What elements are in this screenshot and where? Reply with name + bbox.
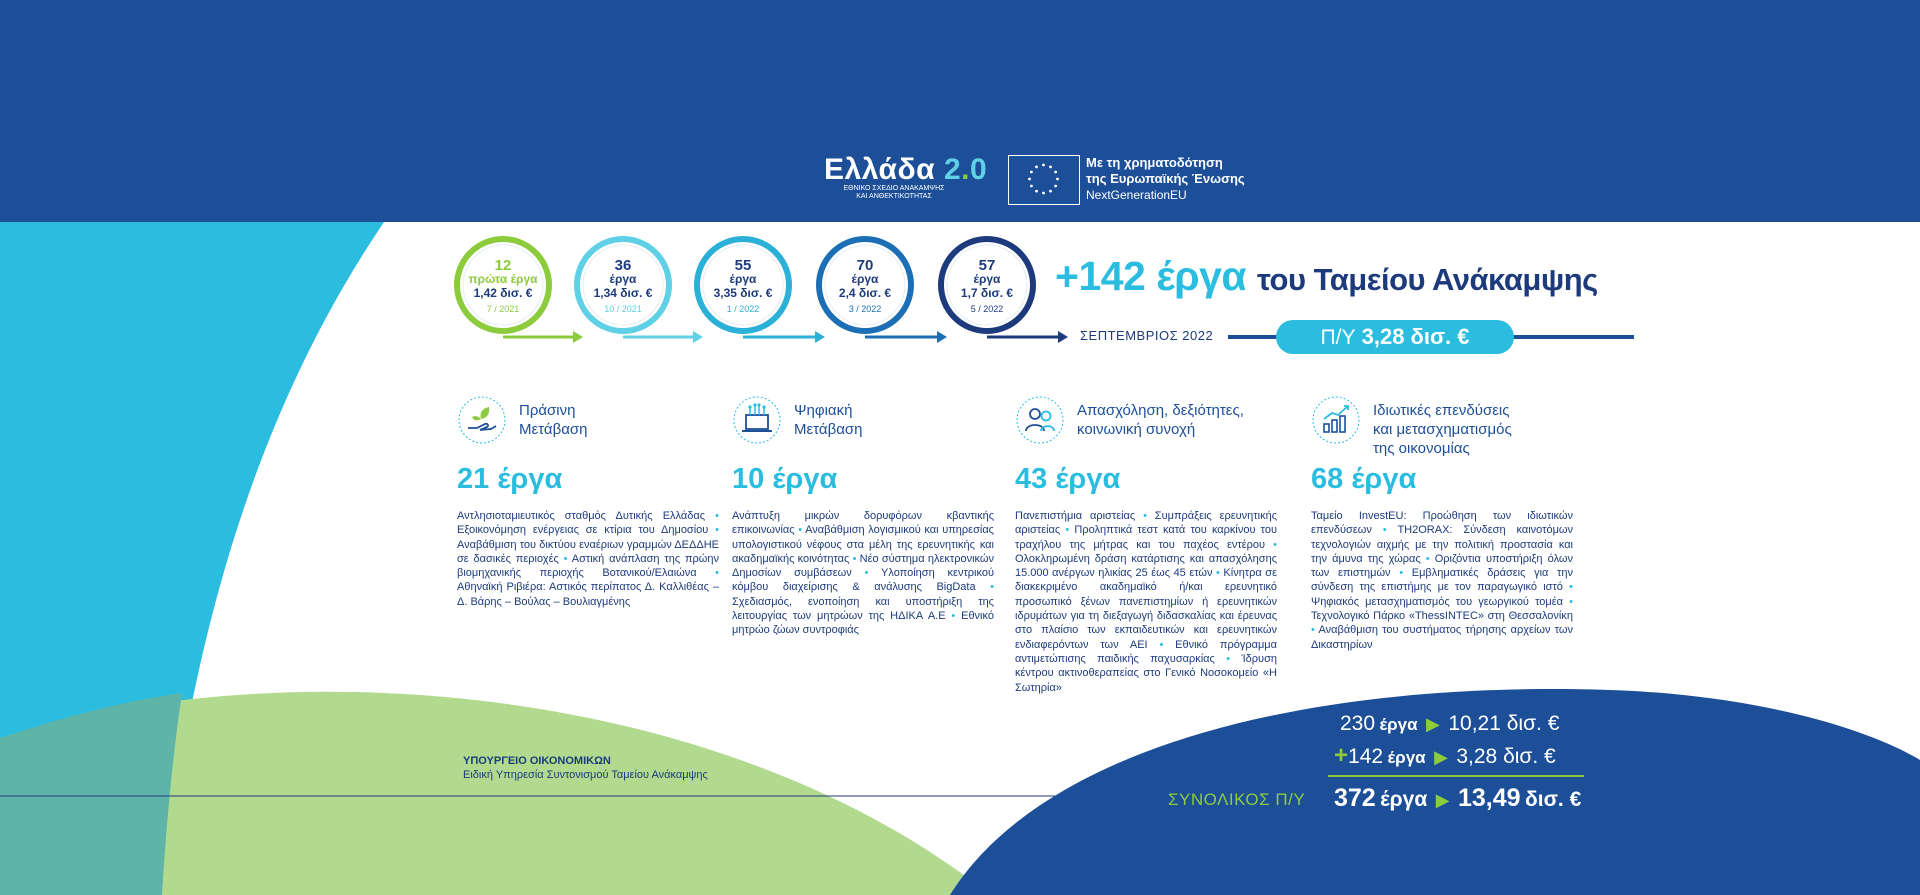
timeline-text bbox=[579, 258, 667, 314]
headline bbox=[1055, 253, 1598, 300]
summary-total-amount: 13,49 bbox=[1457, 784, 1521, 812]
private-investment-growth-chart-icon bbox=[1311, 395, 1361, 445]
bullet-icon: • bbox=[1226, 652, 1231, 665]
summary-row-2-count: 142 bbox=[1348, 745, 1384, 768]
bullet-icon: • bbox=[715, 510, 719, 522]
timeline-text bbox=[821, 258, 909, 314]
timeline-amount: 1,34 δισ. € bbox=[593, 286, 653, 300]
summary-row-1-count: 230 bbox=[1340, 712, 1376, 735]
budget-label: Π/Υ bbox=[1320, 326, 1356, 349]
arrow-right-icon: ▶ bbox=[1434, 747, 1448, 767]
timeline-arrow-icon bbox=[503, 330, 583, 344]
timeline-arrow-icon bbox=[987, 330, 1068, 344]
logo-word: Ελλάδα bbox=[824, 153, 936, 186]
bullet-icon: • bbox=[852, 552, 857, 565]
bullet-icon: • bbox=[1216, 567, 1220, 580]
headline-rest: του Ταμείου Ανάκαμψης bbox=[1257, 262, 1598, 297]
bullet-icon: • bbox=[798, 524, 803, 537]
bullet-icon: • bbox=[1311, 624, 1315, 637]
summary-row-2-plus: + bbox=[1334, 742, 1349, 769]
timeline-count: 36 bbox=[614, 257, 632, 274]
bullet-icon: • bbox=[1159, 638, 1164, 651]
summary-divider bbox=[1328, 775, 1584, 777]
summary-row-1-amount: 10,21 δισ. € bbox=[1448, 712, 1560, 735]
arrow-right-icon: ▶ bbox=[1426, 714, 1440, 734]
timeline-count: 55 bbox=[734, 257, 752, 274]
timeline-item bbox=[815, 235, 915, 335]
bullet-icon: • bbox=[1425, 552, 1430, 565]
bullet-icon: • bbox=[715, 567, 719, 580]
bullet-icon: • bbox=[563, 552, 568, 565]
timeline-item bbox=[693, 235, 793, 335]
timeline-item bbox=[453, 235, 553, 335]
eu-flag-icon bbox=[1008, 155, 1080, 205]
category-title-line-2: Μετάβαση bbox=[794, 421, 863, 438]
summary-row-2 bbox=[1334, 742, 1556, 770]
green-transition-hand-leaf-icon bbox=[457, 395, 507, 445]
summary-row-1-word: έργα bbox=[1379, 715, 1418, 734]
logo-version: 2 bbox=[943, 153, 962, 186]
ministry-name: ΥΠΟΥΡΓΕΙΟ ΟΙΚΟΝΟΜΙΚΩΝ bbox=[463, 755, 611, 767]
greece-2-0-logo bbox=[824, 153, 994, 201]
timeline-count: 12 bbox=[494, 257, 512, 274]
summary-total-word: έργα bbox=[1380, 788, 1428, 811]
bullet-icon: • bbox=[1399, 567, 1404, 580]
eu-line-3: NextGenerationEU bbox=[1086, 188, 1187, 202]
bullet-icon: • bbox=[715, 524, 719, 537]
bullet-icon: • bbox=[1382, 524, 1387, 537]
logo-version-end: 0 bbox=[969, 153, 988, 186]
bullet-icon: • bbox=[990, 581, 994, 594]
category-count: 43 έργα bbox=[1015, 463, 1121, 495]
timeline-label: έργα bbox=[851, 272, 879, 286]
timeline-amount: 1,7 δισ. € bbox=[960, 286, 1014, 300]
summary-total-label: ΣΥΝΟΛΙΚΟΣ Π/Υ bbox=[1168, 790, 1306, 809]
headline-count: +142 έργα bbox=[1055, 253, 1247, 299]
summary-row-2-amount: 3,28 δισ. € bbox=[1456, 745, 1556, 768]
timeline-date: 7 / 2021 bbox=[486, 304, 520, 314]
logo-subtitle-2: ΚΑΙ ΑΝΘΕΚΤΙΚΟΤΗΤΑΣ bbox=[856, 193, 932, 200]
category-count: 10 έργα bbox=[732, 463, 838, 495]
category-body: Ταμείο InvestEU: Προώθηση των ιδιωτικών επενδύσεων • TH2ORAX: Σύνδεση καινοτόμων τεχνολογιών αιχμής με την πολιτική προστασία και την άμυνα της χώρας • Οριζόντια υποστήριξη όλων των επιστημών • Εμβληματικές δράσεις για την σύνδεση της επιστήμης με τον παραγωγικό ιστό • Ψηφιακός μετασχηματισμός του γεωργικού τομέα • Τεχνολογικό Πάρκο «ThessINTEC» στη Θεσσαλονίκη • Αναβάθμιση του συστήματος τήρησης αρχείων των Δικαστηρίων bbox=[1311, 510, 1574, 651]
summary-row-2-word: έργα bbox=[1387, 748, 1426, 767]
service-name: Ειδική Υπηρεσία Συντονισμού Ταμείου Ανάκαμψης bbox=[463, 769, 708, 781]
ministry-credit bbox=[463, 755, 708, 781]
category-title-line-2: κοινωνική συνοχή bbox=[1077, 421, 1196, 438]
timeline-label: έργα bbox=[609, 272, 637, 286]
eu-line-1: Με τη χρηματοδότηση bbox=[1086, 155, 1223, 170]
category-title-line-1: Ιδιωτικές επενδύσεις bbox=[1373, 402, 1510, 419]
category-body: Ανάπτυξη μικρών δορυφόρων κβαντικής επικοινωνίας • Αναβάθμιση λογισμικού και υπηρεσίας υπολογιστικού νέφους στα μέλη της ερευνητικής και ακαδημαϊκής κοινότητας • Νέο σύστημα ηλεκτρονικών Δημοσίων συμβάσεων • Υλοποίηση κεντρικού κόμβου διαχείρισης & ανάλυσης BigData • Σχεδιασμός, ενοποίηση και υποστήριξη της λειτουργίας των μητρώων της ΗΔΙΚΑ Α.Ε • Εθνικό μητρώο ζώων συντροφιάς bbox=[732, 510, 994, 637]
timeline-text bbox=[459, 258, 547, 314]
timeline-arrow-icon bbox=[623, 330, 703, 344]
timeline-amount: 1,42 δισ. € bbox=[473, 286, 533, 300]
category-title-line-1: Ψηφιακή bbox=[794, 402, 853, 419]
timeline-amount: 2,4 δισ. € bbox=[838, 286, 892, 300]
timeline-date: 1 / 2022 bbox=[726, 304, 760, 314]
arrow-right-icon: ▶ bbox=[1435, 790, 1450, 810]
timeline-label: πρώτα έργα bbox=[468, 272, 538, 286]
bullet-icon: • bbox=[1569, 581, 1573, 594]
bullet-icon: • bbox=[1143, 510, 1147, 522]
timeline-text bbox=[943, 258, 1031, 314]
bullet-icon: • bbox=[1273, 538, 1277, 551]
category-count: 68 έργα bbox=[1311, 463, 1417, 495]
headline-month: ΣΕΠΤΕΜΒΡΙΟΣ 2022 bbox=[1080, 328, 1214, 343]
summary-total-count: 372 bbox=[1334, 784, 1376, 812]
logo-subtitle-1: ΕΘΝΙΚΟ ΣΧΕΔΙΟ ΑΝΑΚΑΜΨΗΣ bbox=[843, 185, 945, 192]
timeline-count: 70 bbox=[856, 257, 874, 274]
timeline-count: 57 bbox=[978, 257, 996, 274]
category-title-line-3: της οικονομίας bbox=[1373, 440, 1470, 457]
logo-version-dot: . bbox=[961, 153, 970, 186]
timeline-date: 3 / 2022 bbox=[848, 304, 882, 314]
category-body: Πανεπιστήμια αριστείας • Συμπράξεις ερευνητικής αριστείας • Προληπτικά τεστ κατά του καρκίνου του τραχήλου της μήτρας και του παχέος εντέρου • Ολοκληρωμένη δράση κατάρτισης και απασχόλησης 15.000 ανέργων ηλικίας 25 έως 45 ετών • Κίνητρα σε διακεκριμένο ακαδημαϊκό ή/και ερευνητικό προσωπικό ξένων πανεπιστημίων ή ερευνητικών ιδρυμάτων για τη διεξαγωγή διδασκαλίας και έρευνας στο πλαίσιο των εκπαιδευτικών και ερευνητικών ενδιαφερόντων των ΑΕΙ • Εθνικό πρόγραμμα αντιμετώπισης παιδικής παχυσαρκίας • Ίδρυση κέντρου ακτινοθεραπείας στο Γενικό Νοσοκομείο «Η Σωτηρία» bbox=[1015, 510, 1278, 694]
timeline-arrow-icon bbox=[865, 330, 947, 344]
summary-total-row bbox=[1334, 784, 1581, 813]
timeline-label: έργα bbox=[729, 272, 757, 286]
budget-pill bbox=[1276, 320, 1514, 354]
timeline-date: 5 / 2022 bbox=[970, 304, 1004, 314]
bullet-icon: • bbox=[864, 567, 869, 580]
budget-value: 3,28 δισ. € bbox=[1361, 324, 1470, 349]
summary-total-unit: δισ. € bbox=[1525, 788, 1582, 811]
timeline-item bbox=[573, 235, 673, 335]
bullet-icon: • bbox=[951, 610, 956, 623]
digital-transition-laptop-icon bbox=[732, 395, 782, 445]
category-title-line-1: Πράσινη bbox=[519, 402, 576, 419]
timeline-item bbox=[937, 235, 1037, 335]
timeline-amount: 3,35 δισ. € bbox=[713, 286, 773, 300]
category-title-line-1: Απασχόληση, δεξιότητες, bbox=[1077, 402, 1244, 419]
employment-people-icon bbox=[1015, 395, 1065, 445]
timeline-date: 10 / 2021 bbox=[604, 304, 642, 314]
eu-stars-circle bbox=[1028, 164, 1059, 195]
eu-funding-text bbox=[1086, 155, 1245, 203]
summary-row-1 bbox=[1340, 712, 1559, 736]
timeline-arrow-icon bbox=[743, 330, 825, 344]
bullet-icon: • bbox=[1065, 524, 1070, 537]
category-title-line-2: και μετασχηματισμός bbox=[1373, 421, 1512, 438]
category-body: Αντλησιοταμιευτικός σταθμός Δυτικής Ελλάδας • Εξοικονόμηση ενέργειας σε κτίρια του Δημοσίου • Αναβάθμιση του δικτύου εναέριων γραμμών ΔΕΔΔΗΕ σε δασικές περιοχές • Αστική ανάπλαση της πρώην βιομηχανικής περιοχής Βοτανικού/Ελαιώνα • Αθηναϊκή Ριβιέρα: Αστικός περίπατος Δ. Καλλιθέας – Δ. Βάρης – Βούλας – Βουλιαγμένης bbox=[457, 510, 720, 608]
category-count: 21 έργα bbox=[457, 463, 563, 495]
timeline-label: έργα bbox=[973, 272, 1001, 286]
eu-line-2: της Ευρωπαϊκής Ένωσης bbox=[1086, 171, 1245, 186]
bullet-icon: • bbox=[1569, 595, 1573, 608]
timeline-text bbox=[699, 258, 787, 314]
category-title-line-2: Μετάβαση bbox=[519, 421, 588, 438]
